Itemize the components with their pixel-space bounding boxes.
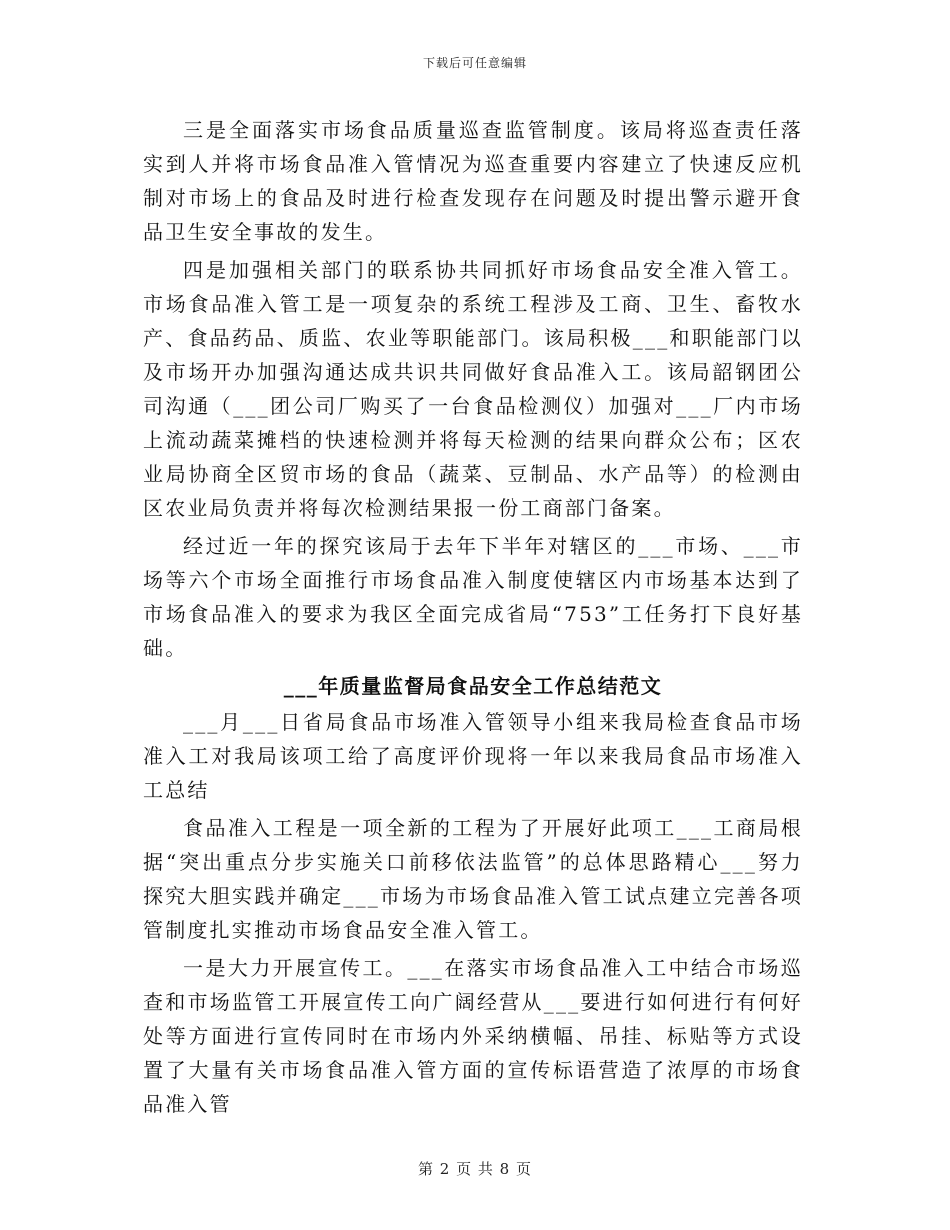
paragraph-project-overview: 食品准入工程是一项全新的工程为了开展好此项工___工商局根据“突出重点分步实施关口前移依法监管”的总体思路精心___努力探究大胆实践并确定___市场为市场食品准入管工试点建立完善各项管制度扎实推动市场食品安全准入管工。 — [143, 816, 803, 942]
page-number: 第 2 页 共 8 页 — [418, 1160, 532, 1178]
paragraph-results: 经过近一年的探究该局于去年下半年对辖区的___市场、___市场等六个市场全面推行市场食品准入制度使辖区内市场基本达到了市场食品准入的要求为我区全面完成省局“753”工任务打下良好基础。 — [143, 534, 803, 660]
paragraph-intro: ___月___日省局食品市场准入管领导小组来我局检查食品市场准入工对我局该项工给了高度评价现将一年以来我局食品市场准入工总结 — [143, 710, 803, 802]
page-header-note: 下载后可任意编辑 — [422, 56, 527, 70]
document-body — [143, 113, 803, 1121]
paragraph-department-cooperation: 四是加强相关部门的联系协共同抓好市场食品安全准入管工。市场食品准入管工是一项复杂的系统工程涉及工商、卫生、畜牧水产、食品药品、质监、农业等职能部门。该局积极___和职能部门以及市场开办加强沟通达成共识共同做好食品准入工。该局韶钢团公司沟通（___团公司厂购买了一台食品检测仪）加强对___厂内市场上流动蔬菜摊档的快速检测并将每天检测的结果向群众公布；区农业局协商全区贸市场的食品（蔬菜、豆制品、水产品等）的检测由区农业局负责并将每次检测结果报一份工商部门备案。 — [143, 258, 803, 520]
paragraph-inspection-system: 三是全面落实市场食品质量巡查监管制度。该局将巡查责任落实到人并将市场食品准入管情况为巡查重要内容建立了快速反应机制对市场上的食品及时进行检查发现存在问题及时提出警示避开食品卫生安全事故的发生。 — [143, 118, 803, 244]
section-title: ___年质量监督局食品安全工作总结范文 — [283, 674, 663, 698]
paragraph-publicity: 一是大力开展宣传工。___在落实市场食品准入工中结合市场巡查和市场监管工开展宣传工向广阔经营从___要进行如何进行有何好处等方面进行宣传同时在市场内外采纳横幅、吊挂、标贴等方式设置了大量有关市场食品准入管方面的宣传标语营造了浓厚的市场食品准入管 — [143, 956, 803, 1116]
